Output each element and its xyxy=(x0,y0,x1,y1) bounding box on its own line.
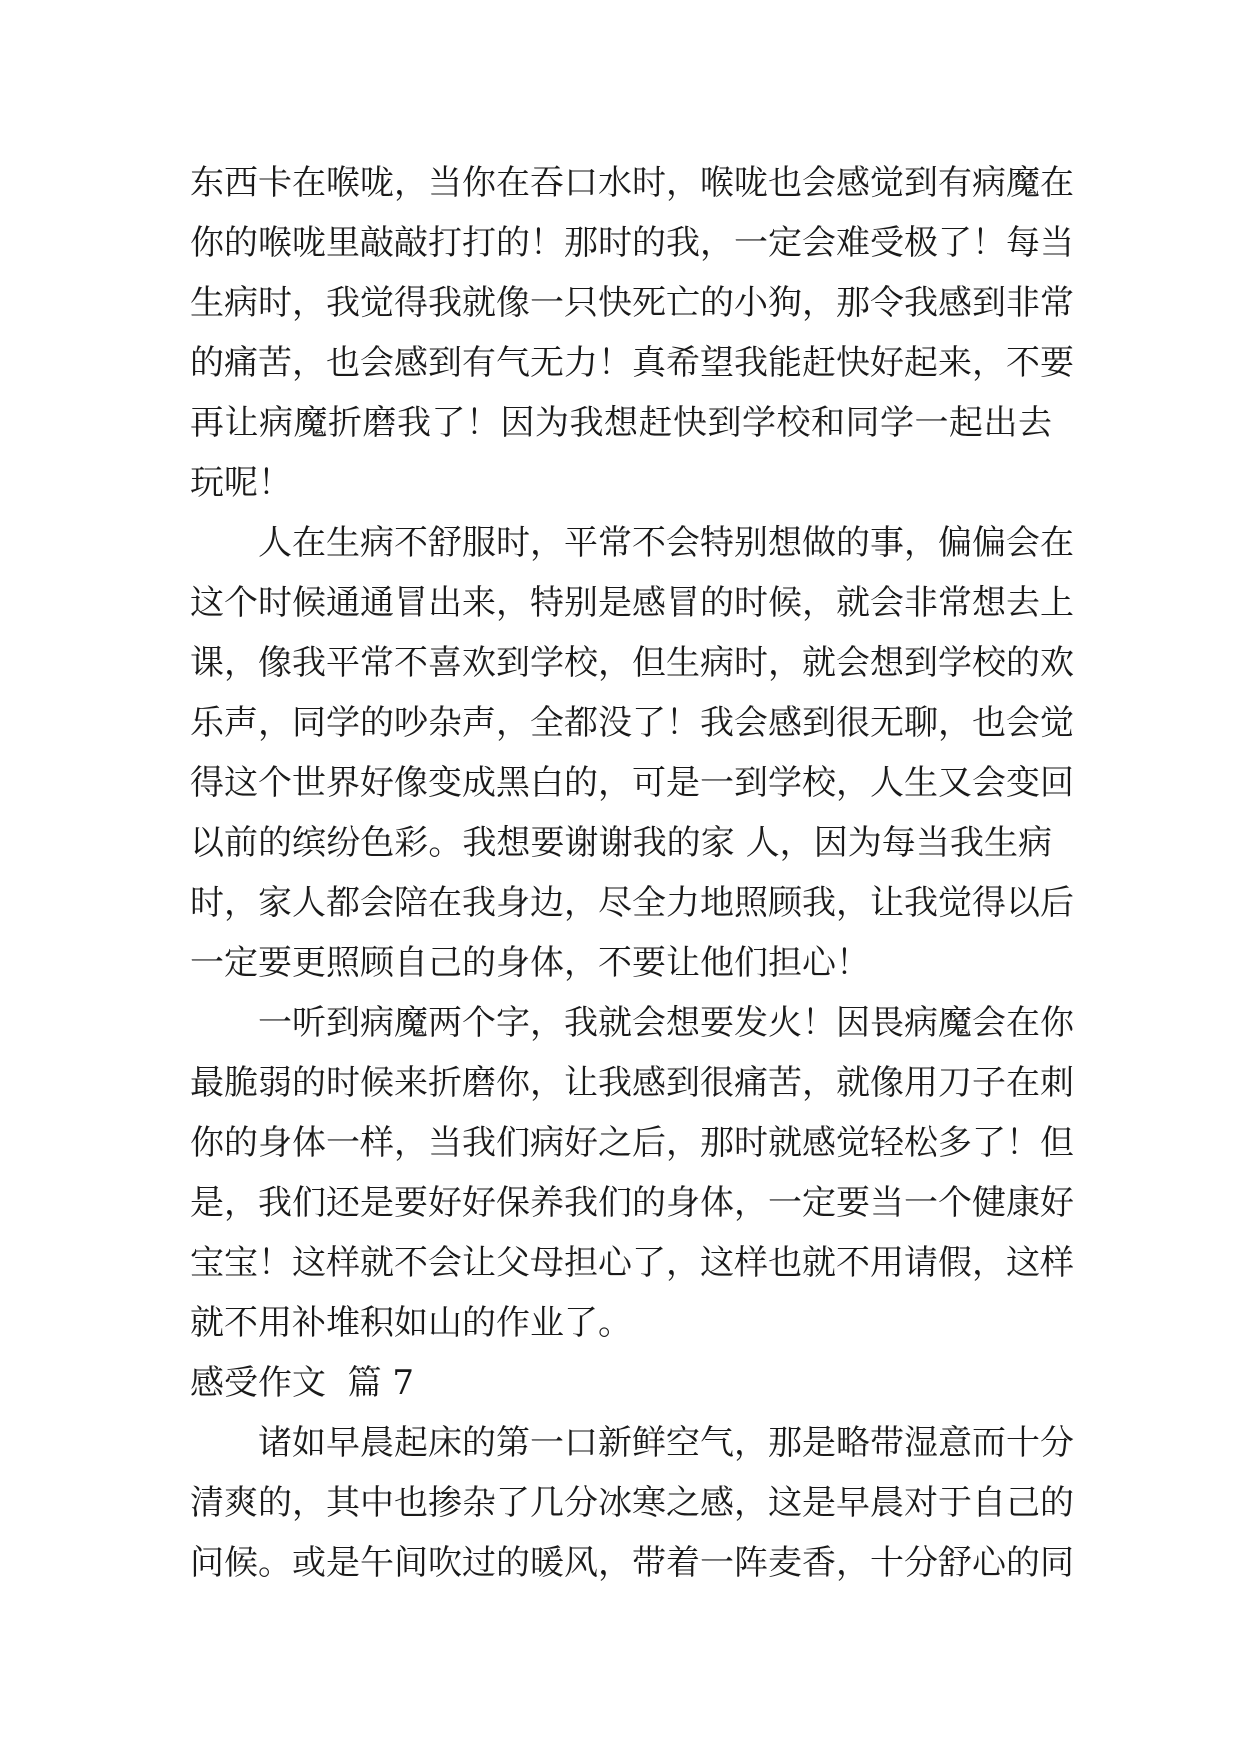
paragraph-first-line: 一听到病魔两个字，我就会想要发火！因畏病魔会在你 xyxy=(258,1003,1074,1043)
text-line: 这个时候通通冒出来，特别是感冒的时候，就会非常想去上 xyxy=(190,583,1074,623)
text-line: 一定要更照顾自己的身体，不要让他们担心！ xyxy=(190,943,870,983)
text-line: 玩呢！ xyxy=(190,463,292,503)
text-line: 宝宝！这样就不会让父母担心了，这样也就不用请假，这样 xyxy=(190,1243,1074,1283)
section-heading: 感受作文 篇 7 xyxy=(190,1363,415,1403)
text-line: 课，像我平常不喜欢到学校，但生病时，就会想到学校的欢 xyxy=(190,643,1074,683)
text-line: 时，家人都会陪在我身边，尽全力地照顾我，让我觉得以后 xyxy=(190,883,1074,923)
text-line: 最脆弱的时候来折磨你，让我感到很痛苦，就像用刀子在刺 xyxy=(190,1063,1074,1103)
text-line: 再让病魔折磨我了！因为我想赶快到学校和同学一起出去 xyxy=(190,403,1052,443)
text-line: 东西卡在喉咙，当你在吞口水时，喉咙也会感觉到有病魔在 xyxy=(190,163,1074,203)
text-line: 生病时，我觉得我就像一只快死亡的小狗，那令我感到非常 xyxy=(190,283,1074,323)
paragraph-first-line: 诸如早晨起床的第一口新鲜空气，那是略带湿意而十分 xyxy=(258,1423,1074,1463)
text-line: 问候。或是午间吹过的暖风，带着一阵麦香，十分舒心的同 xyxy=(190,1543,1074,1583)
text-line: 以前的缤纷色彩。我想要谢谢我的家 人，因为每当我生病 xyxy=(190,823,1052,863)
text-line: 清爽的，其中也掺杂了几分冰寒之感，这是早晨对于自己的 xyxy=(190,1483,1074,1523)
text-line: 的痛苦，也会感到有气无力！真希望我能赶快好起来，不要 xyxy=(190,343,1074,383)
text-line: 得这个世界好像变成黑白的，可是一到学校，人生又会变回 xyxy=(190,763,1074,803)
body-text xyxy=(190,153,1074,1593)
text-line: 你的身体一样，当我们病好之后，那时就感觉轻松多了！但 xyxy=(190,1123,1074,1163)
text-line: 就不用补堆积如山的作业了。 xyxy=(190,1303,632,1343)
text-line: 你的喉咙里敲敲打打的！那时的我，一定会难受极了！每当 xyxy=(190,223,1074,263)
text-line: 是，我们还是要好好保养我们的身体，一定要当一个健康好 xyxy=(190,1183,1074,1223)
text-line: 乐声，同学的吵杂声，全都没了！我会感到很无聊，也会觉 xyxy=(190,703,1074,743)
paragraph-first-line: 人在生病不舒服时，平常不会特别想做的事，偏偏会在 xyxy=(258,523,1074,563)
